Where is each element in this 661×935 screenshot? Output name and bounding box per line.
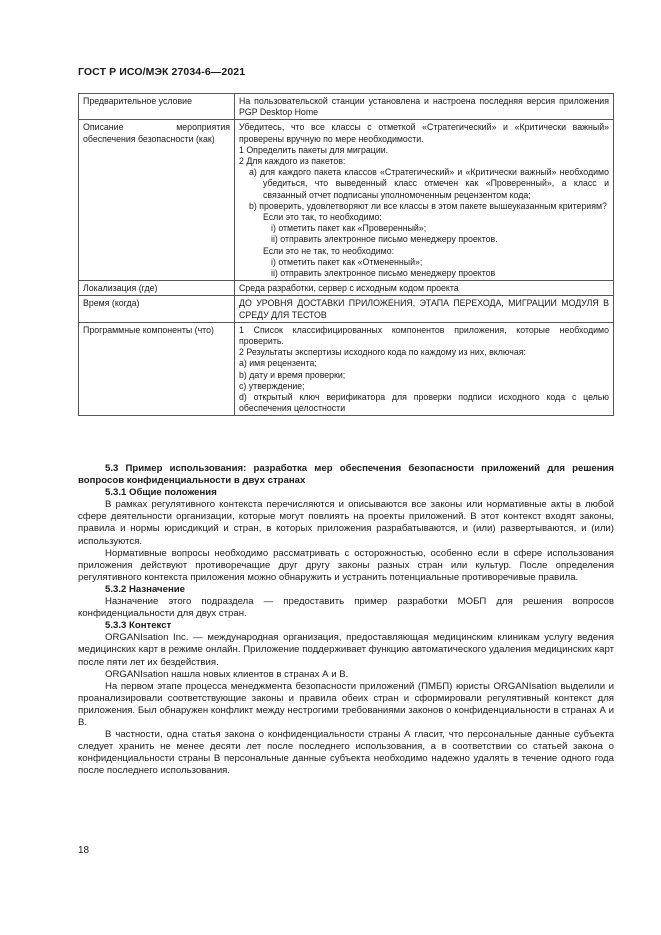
- subsection-533-title: 5.3.3 Контекст: [105, 620, 172, 632]
- row-label: Программные компоненты (что): [79, 322, 235, 416]
- row-value: [235, 120, 614, 281]
- component-2c: c) утверждение;: [239, 380, 305, 391]
- step-2b: b) проверить, удовлетворяют ли все классы в этом пакете вышеуказанным критериям?: [249, 200, 607, 211]
- if-no: Если это не так, то необходимо:: [263, 245, 395, 256]
- if-yes: Если это так, то необходимо:: [263, 212, 382, 223]
- paragraph: Нормативные вопросы необходимо рассматривать с осторожностью, особенно если в сфере использования приложения действуют противоречащие друг другу законы разных стран или культур. После определения регулятивного контекста приложения можно обнаружить и устранить потенциальные противоречивые правила.: [78, 547, 614, 583]
- table-row: [79, 94, 614, 120]
- step-2: 2 Для каждого из пакетов:: [239, 156, 346, 167]
- component-2a: a) имя рецензента;: [239, 358, 317, 369]
- table-row: [79, 322, 614, 416]
- row-label: Локализация (где): [79, 281, 235, 296]
- intro-text: Убедитесь, что все классы с отметкой «Стратегический» и «Критически важный» проверены вручную по мере необходимости.: [239, 122, 609, 144]
- component-2b: b) дату и время проверки;: [239, 369, 346, 380]
- section-body: [78, 463, 614, 777]
- paragraph: ORGANIsation Inc. — международная организация, предоставляющая медицинским клиникам услугу ведения медицинских карт в режиме онлайн. Приложение поддерживает функцию автоматического удаления медицинских карт после пяти лет их бездействия.: [78, 632, 614, 668]
- paragraph: ORGANIsation нашла новых клиентов в странах А и В.: [105, 668, 349, 680]
- component-1: 1 Список классифицированных компонентов приложения, которые необходимо проверить.: [239, 324, 609, 347]
- row-value: Среда разработки, сервер с исходным кодом проекта: [235, 281, 614, 296]
- step-2a: a) для каждого пакета классов «Стратегический» и «Критически важный» необходимо убедиться, что выведенный класс отмечен как «Проверенный», а класс и связанный отчет подписаны уполномоченным рецензентом кода;: [249, 167, 609, 200]
- component-2d: d) открытый ключ верификатора для проверки подписи исходного кода с целью обеспечения целостности: [239, 392, 609, 414]
- yes-ii: ii) отправить электронное письмо менеджеру проектов.: [271, 234, 498, 245]
- document-header: ГОСТ Р ИСО/МЭК 27034-6—2021: [78, 66, 246, 78]
- row-label: Описание мероприятия обеспечения безопасности (как): [79, 120, 235, 281]
- paragraph: В рамках регулятивного контекста перечисляются и описываются все законы или нормативные акты в любой сфере деятельности организации, которые могут повлиять на проекты приложений. В этот контекст входят законы, правила и нормы юрисдикций и стран, в которых приложения разрабатываются, и (или) развертываются, и (или) используются.: [78, 499, 614, 547]
- table-row: [79, 281, 614, 296]
- page-number: 18: [78, 845, 90, 856]
- subsection-532-title: 5.3.2 Назначение: [105, 583, 185, 595]
- paragraph: Назначение этого подраздела — предоставить пример разработки МОБП для решения вопросов конфиденциальности для двух стран.: [78, 596, 614, 620]
- table-row: [79, 296, 614, 322]
- row-label: Предварительное условие: [79, 94, 235, 120]
- step-1: 1 Определить пакеты для миграции.: [239, 144, 389, 155]
- component-2: 2 Результаты экспертизы исходного кода по каждому из них, включая:: [239, 347, 526, 358]
- paragraph: В частности, одна статья закона о конфиденциальности страны А гласит, что персональные данные субъекта следует хранить не менее десяти лет после последнего использования, а в соответствии со статьей закона о конфиденциальности страны В персональные данные субъекта необходимо надежно удалять в течение одного года после последнего использования.: [78, 729, 614, 777]
- subsection-531-title: 5.3.1 Общие положения: [105, 487, 217, 499]
- requirements-table: [78, 93, 614, 416]
- yes-i: i) отметить пакет как «Проверенный»;: [271, 223, 427, 234]
- table-row: [79, 120, 614, 281]
- section-title: 5.3 Пример использования: разработка мер обеспечения безопасности приложений для решения вопросов конфиденциальности в двух странах: [78, 463, 614, 487]
- no-ii: ii) отправить электронное письмо менеджеру проектов: [271, 268, 496, 279]
- row-label: Время (когда): [79, 296, 235, 322]
- row-value: [235, 322, 614, 416]
- no-i: i) отметить пакет как «Отмененный»;: [271, 256, 423, 267]
- row-value: На пользовательской станции установлена и настроена последняя версия приложения PGP Desktop Home: [235, 94, 614, 120]
- paragraph: На первом этапе процесса менеджмента безопасности приложений (ПМБП) юристы ORGANIsation выделили и проанализировали соответствующие законы и правила обеих стран и сформировали регулятивный контекст для приложения. Был обнаружен конфликт между нестрогими требованиями законов о конфиденциальности в странах А и В.: [78, 680, 614, 728]
- row-value: ДО УРОВНЯ ДОСТАВКИ ПРИЛОЖЕНИЯ, ЭТАПА ПЕРЕХОДА, МИГРАЦИИ МОДУЛЯ В СРЕДУ ДЛЯ ТЕСТОВ: [235, 296, 614, 322]
